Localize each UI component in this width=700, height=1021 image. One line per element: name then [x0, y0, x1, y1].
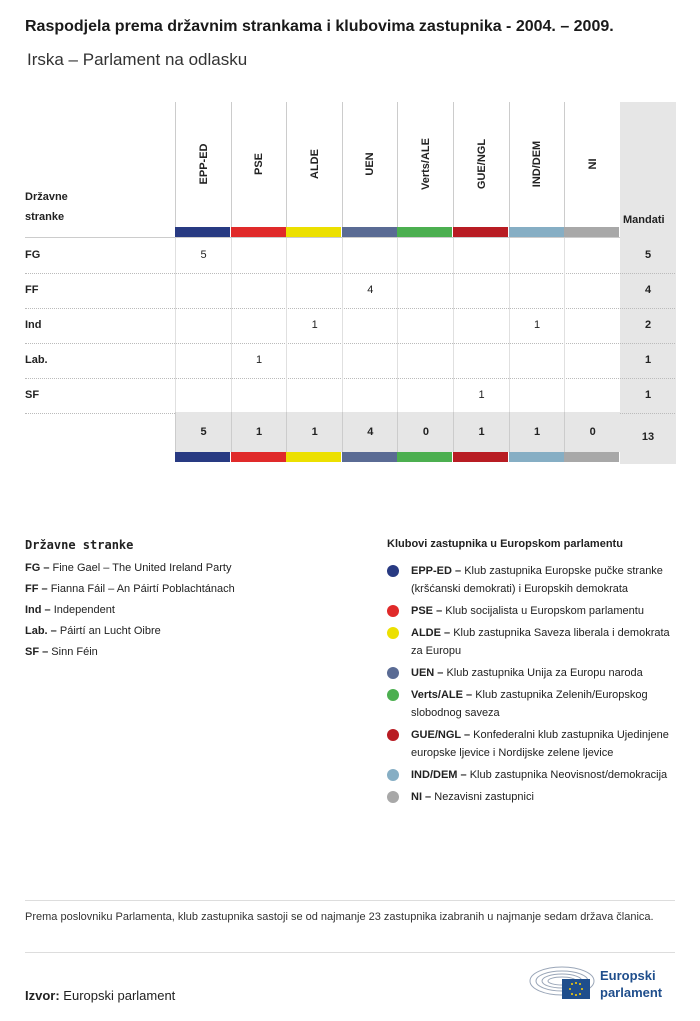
group-abbr: ALDE –	[411, 627, 451, 639]
group-full-name: Klub zastupnika Zelenih/Europskog slobodnog saveza	[411, 689, 648, 719]
table-row	[25, 343, 675, 379]
group-abbr: EPP-ED –	[411, 565, 462, 577]
group-abbr: Verts/ALE –	[411, 689, 473, 701]
group-color-bar	[509, 227, 564, 237]
party-name: SF	[25, 389, 40, 401]
row-header: Državne stranke	[25, 191, 68, 223]
table-cell	[453, 343, 509, 378]
group-color-bar	[231, 452, 286, 462]
table-cell	[509, 238, 565, 273]
row-total: 2	[644, 319, 652, 331]
group-total: 0	[397, 412, 453, 452]
group-color-dot	[387, 729, 399, 741]
group-full-name: Klub zastupnika Europske pučke stranke (kršćanski demokrati) i Europskih demokrata	[411, 565, 663, 595]
party-name: Lab.	[25, 354, 48, 366]
party-abbr: FF –	[25, 583, 48, 595]
group-color-bar	[397, 227, 452, 237]
table-cell: 5	[175, 238, 231, 273]
group-color-dot	[387, 689, 399, 701]
party-legend-item	[25, 562, 345, 574]
party-full-name: Fianna Fáil – An Páirtí Poblachtánach	[50, 583, 235, 595]
party-legend-item	[25, 583, 345, 595]
group-color-bar	[509, 452, 564, 462]
totals-row	[175, 412, 620, 452]
group-color-bar	[564, 452, 619, 462]
group-legend-item	[387, 602, 677, 620]
group-color-bar	[175, 227, 230, 237]
row-total: 4	[644, 284, 652, 296]
page-title: Raspodjela prema državnim strankama i klubovima zastupnika - 2004. – 2009.	[25, 18, 614, 35]
table-cell	[175, 378, 231, 413]
table-cell	[342, 343, 398, 378]
table-cell	[509, 343, 565, 378]
party-full-name: Fine Gael – The United Ireland Party	[52, 562, 232, 574]
party-name: FF	[25, 284, 39, 296]
party-full-name: Páirtí an Lucht Oibre	[59, 625, 161, 637]
party-full-name: Independent	[53, 604, 115, 616]
group-legend-item	[387, 686, 677, 722]
source-label: Izvor:	[25, 988, 60, 1003]
party-abbr: Ind –	[25, 604, 51, 616]
eu-flag-icon	[528, 963, 596, 1003]
group-total: 1	[231, 412, 287, 452]
column-header-label: PSE	[253, 152, 266, 176]
mandati-header: Mandati	[623, 214, 665, 226]
row-total: 1	[644, 389, 652, 401]
column-header-label: UEN	[364, 152, 377, 176]
table-cell	[231, 238, 287, 273]
table-cell	[231, 378, 287, 413]
table-cell	[286, 238, 342, 273]
column-header	[175, 102, 231, 227]
table-cell	[231, 273, 287, 308]
ep-logo	[528, 963, 678, 1003]
group-total: 5	[175, 412, 231, 452]
table-cell	[342, 308, 398, 343]
group-legend-item	[387, 624, 677, 660]
column-header	[231, 102, 287, 227]
group-abbr: NI –	[411, 791, 432, 803]
group-abbr: PSE –	[411, 605, 443, 617]
group-color-bar	[231, 227, 286, 237]
group-color-bar	[286, 227, 341, 237]
party-name: FG	[25, 249, 41, 261]
group-full-name: Klub zastupnika Unija za Europu naroda	[446, 667, 643, 679]
group-color-dot	[387, 791, 399, 803]
group-color-dot	[387, 627, 399, 639]
page-subtitle: Irska – Parlament na odlasku	[27, 50, 248, 69]
group-color-bar	[397, 452, 452, 462]
table-cell: 1	[231, 343, 287, 378]
group-color-dot	[387, 605, 399, 617]
group-full-name: Konfederalni klub zastupnika Ujedinjene europske ljevice i Nordijske zelene ljevice	[411, 729, 669, 759]
group-abbr: UEN –	[411, 667, 444, 679]
group-color-bar	[564, 227, 619, 237]
source-value: Europski parlament	[63, 988, 176, 1003]
group-legend-item	[387, 562, 677, 598]
divider	[25, 952, 675, 953]
table-row	[25, 238, 675, 274]
group-full-name: Klub zastupnika Neovisnost/demokracija	[469, 769, 668, 781]
logo-text: Europski parlament	[600, 968, 663, 1000]
group-total: 1	[509, 412, 565, 452]
party-name: Ind	[25, 319, 42, 331]
group-abbr: IND/DEM –	[411, 769, 467, 781]
table-cell	[564, 238, 620, 273]
table-cell	[342, 378, 398, 413]
table-cell	[564, 308, 620, 343]
table-cell	[564, 343, 620, 378]
group-total: 0	[564, 412, 620, 452]
row-total: 1	[644, 354, 652, 366]
party-legend-item	[25, 625, 345, 637]
party-legend	[25, 538, 345, 667]
table-cell	[453, 273, 509, 308]
group-color-dot	[387, 565, 399, 577]
table-cell	[453, 238, 509, 273]
column-header	[342, 102, 398, 227]
group-color-bar	[453, 452, 508, 462]
group-total: 1	[453, 412, 509, 452]
group-color-bar	[453, 227, 508, 237]
table-cell	[286, 343, 342, 378]
table-cell	[286, 273, 342, 308]
group-total: 4	[342, 412, 398, 452]
column-header-label: EPP-ED	[197, 143, 210, 185]
table-cell	[175, 308, 231, 343]
column-header	[453, 102, 509, 227]
table-cell	[397, 238, 453, 273]
column-header-label: NI	[586, 158, 599, 170]
table-cell	[564, 273, 620, 308]
table-row	[25, 378, 675, 414]
group-total: 1	[286, 412, 342, 452]
column-header	[286, 102, 342, 227]
divider	[25, 900, 675, 901]
footnote: Prema poslovniku Parlamenta, klub zastupnika sastoji se od najmanje 23 zastupnika izabranih u najmanje sedam država članica.	[25, 911, 654, 923]
group-legend-heading: Klubovi zastupnika u Europskom parlamentu	[387, 538, 623, 550]
group-color-bar	[342, 227, 397, 237]
group-abbr: GUE/NGL –	[411, 729, 471, 741]
column-header	[564, 102, 620, 227]
table-cell: 1	[509, 308, 565, 343]
column-header-label: Verts/ALE	[419, 138, 432, 190]
group-color-dot	[387, 667, 399, 679]
table-cell: 1	[453, 378, 509, 413]
table-cell	[509, 273, 565, 308]
column-header-label: ALDE	[308, 149, 321, 179]
party-legend-item	[25, 604, 345, 616]
group-full-name: Nezavisni zastupnici	[434, 791, 534, 803]
table-cell	[453, 308, 509, 343]
table-cell: 4	[342, 273, 398, 308]
group-color-bar	[342, 452, 397, 462]
column-header-label: GUE/NGL	[475, 138, 488, 190]
party-full-name: Sinn Féin	[51, 646, 98, 658]
group-legend	[387, 538, 677, 810]
party-abbr: Lab. –	[25, 625, 57, 637]
group-legend-item	[387, 788, 677, 806]
table-cell	[509, 378, 565, 413]
table-cell	[342, 238, 398, 273]
table-cell	[564, 378, 620, 413]
table-cell	[175, 273, 231, 308]
column-header-label: IND/DEM	[531, 140, 544, 188]
group-color-bar	[286, 452, 341, 462]
table-cell	[397, 273, 453, 308]
table-cell	[397, 378, 453, 413]
party-abbr: FG –	[25, 562, 50, 574]
table-cell	[231, 308, 287, 343]
group-legend-item	[387, 766, 677, 784]
group-full-name: Klub zastupnika Saveza liberala i demokrata za Europu	[411, 627, 670, 657]
group-legend-item	[387, 726, 677, 762]
group-legend-item	[387, 664, 677, 682]
table-cell	[397, 343, 453, 378]
table-cell	[397, 308, 453, 343]
table-cell	[286, 378, 342, 413]
party-legend-heading: Državne stranke	[25, 538, 134, 552]
group-color-dot	[387, 769, 399, 781]
column-header	[509, 102, 565, 227]
row-total: 5	[644, 249, 652, 261]
group-color-bar	[175, 452, 230, 462]
source-line	[25, 988, 175, 1003]
column-header	[397, 102, 453, 227]
party-legend-item	[25, 646, 345, 658]
grand-total: 13	[641, 431, 655, 443]
table-row	[25, 308, 675, 344]
table-row	[25, 273, 675, 309]
table-cell	[175, 343, 231, 378]
table-cell: 1	[286, 308, 342, 343]
group-full-name: Klub socijalista u Europskom parlamentu	[445, 605, 644, 617]
party-abbr: SF –	[25, 646, 49, 658]
